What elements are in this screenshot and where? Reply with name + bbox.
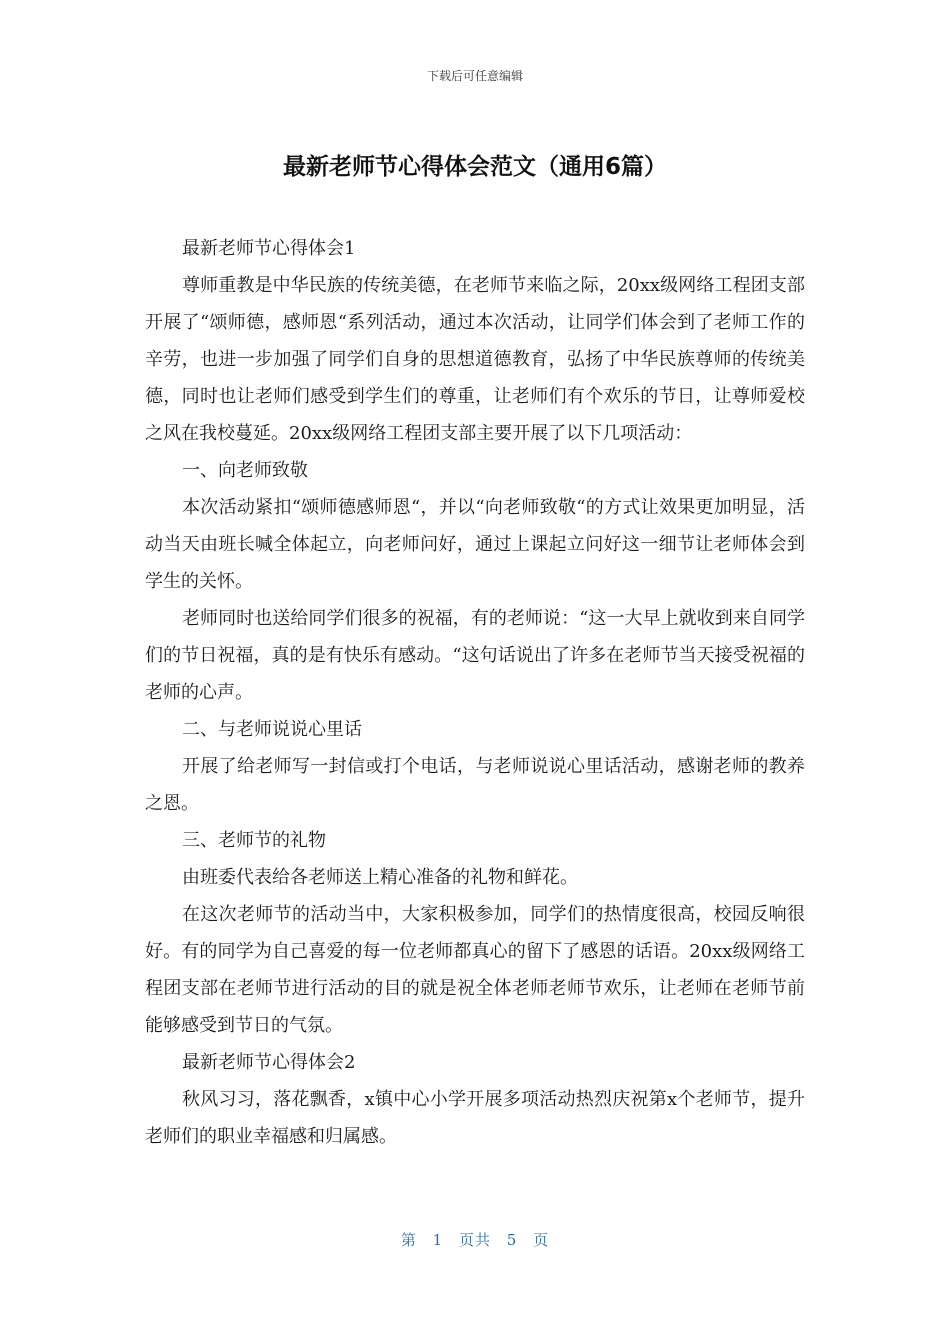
paragraph: 由班委代表给各老师送上精心准备的礼物和鲜花。 xyxy=(182,867,578,888)
paragraph: 在这次老师节的活动当中，大家积极参加，同学们的热情度很高，校园反响很好。有的同学为自己喜爱的每一位老师都真心的留下了感恩的话语。20xx级网络工程团支部在老师节进行活动的目的就是祝全体老师老师节欢乐，让老师在老师节前能够感受到节日的气氛。 xyxy=(145,904,805,1036)
header-note: 下载后可任意编辑 xyxy=(426,69,523,83)
paragraph: 老师同时也送给同学们很多的祝福，有的老师说：“这一大早上就收到来自同学们的节日祝福，真的是有快乐有感动。“这句话说出了许多在老师节当天接受祝福的老师的心声。 xyxy=(145,608,805,703)
subsection-heading: 一、向老师致敬 xyxy=(182,460,308,481)
footer-page-number: 1 xyxy=(432,1231,444,1249)
paragraph: 本次活动紧扣“颂师德感师恩“，并以“向老师致敬“的方式让效果更加明显，活动当天由班长喊全体起立，向老师问好，通过上课起立问好这一细节让老师体会到学生的关怀。 xyxy=(145,497,805,592)
footer-suffix: 页 xyxy=(533,1231,550,1249)
section-heading-2: 最新老师节心得体会2 xyxy=(182,1052,356,1073)
paragraph: 开展了给老师写一封信或打个电话，与老师说说心里话活动，感谢老师的教养之恩。 xyxy=(145,756,805,814)
page-footer xyxy=(0,1229,950,1250)
footer-middle: 页共 xyxy=(458,1231,491,1249)
footer-prefix: 第 xyxy=(400,1231,417,1249)
document-body xyxy=(145,230,805,1155)
document-title: 最新老师节心得体会范文（通用6篇） xyxy=(282,154,667,180)
section-heading-1: 最新老师节心得体会1 xyxy=(182,238,356,259)
subsection-heading: 三、老师节的礼物 xyxy=(182,830,326,851)
paragraph: 尊师重教是中华民族的传统美德，在老师节来临之际，20xx级网络工程团支部开展了“颂师德，感师恩“系列活动，通过本次活动，让同学们体会到了老师工作的辛劳，也进一步加强了同学们自身的思想道德教育，弘扬了中华民族尊师的传统美德，同时也让老师们感受到学生们的尊重，让老师们有个欢乐的节日，让尊师爱校之风在我校蔓延。20xx级网络工程团支部主要开展了以下几项活动： xyxy=(145,275,805,444)
footer-total-pages: 5 xyxy=(506,1231,518,1249)
paragraph: 秋风习习，落花飘香，x镇中心小学开展多项活动热烈庆祝第x个老师节，提升老师们的职业幸福感和归属感。 xyxy=(145,1089,805,1147)
subsection-heading: 二、与老师说说心里话 xyxy=(182,719,362,740)
